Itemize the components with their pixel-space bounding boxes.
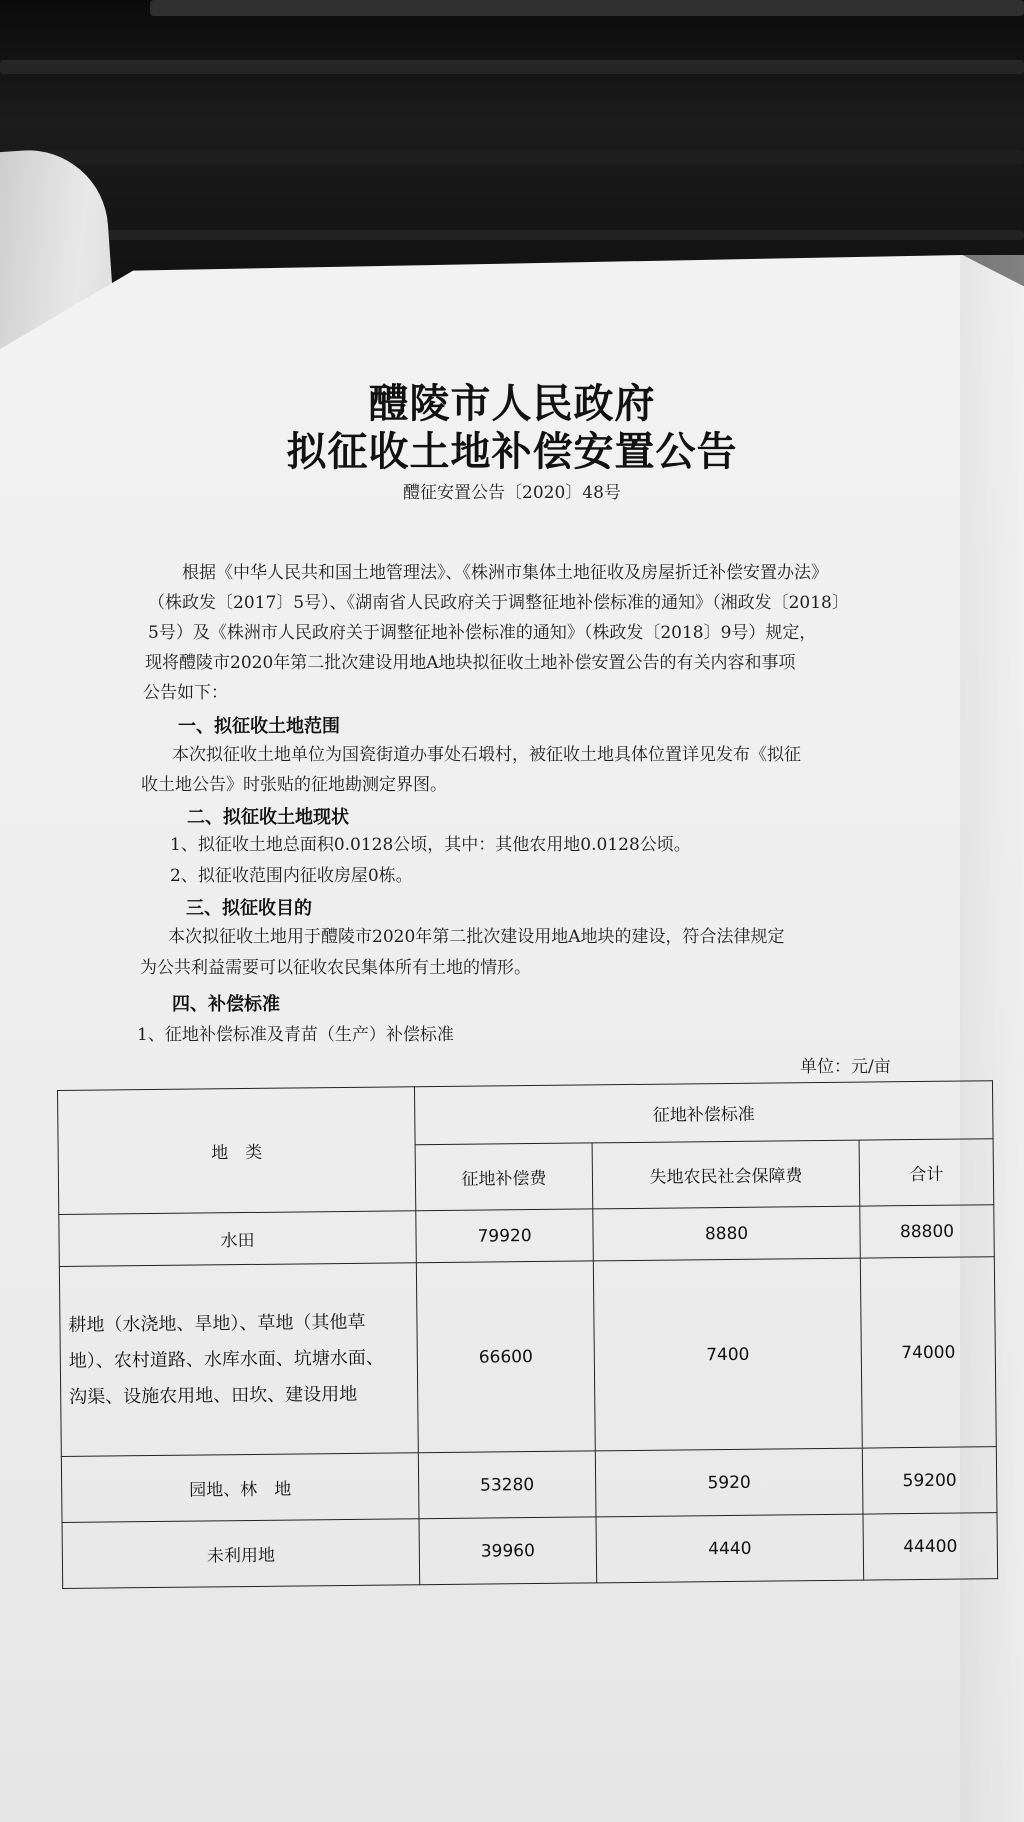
intro-line: 现将醴陵市2020年第二批次建设用地A地块拟征收土地补偿安置公告的有关内容和事项 xyxy=(145,653,796,673)
section-heading: 二、拟征收土地现状 xyxy=(187,807,349,828)
land-type-line: 耕地（水浇地、旱地）、草地（其他草 xyxy=(68,1311,366,1336)
total-cell: 74000 xyxy=(860,1257,996,1448)
intro-line: 公告如下： xyxy=(143,683,228,703)
unit-label: 单位：元/亩 xyxy=(800,1057,891,1077)
compensation-table xyxy=(57,1080,998,1589)
intro-line: （株政发〔2017〕5号）、《湖南省人民政府关于调整征地补偿标准的通知》（湘政发〔2018〕 xyxy=(148,593,849,613)
table-row xyxy=(62,1513,998,1589)
total-cell: 88800 xyxy=(860,1205,995,1258)
title-line-2: 拟征收土地补偿安置公告 xyxy=(286,428,738,475)
section-line: 2、拟征收范围内征收房屋0栋。 xyxy=(170,866,413,886)
section-line: 本次拟征收土地单位为国瓷街道办事处石塅村，被征收土地具体位置详见发布《拟征 xyxy=(172,745,801,765)
land-type-line: 地）、农村道路、水库水面、坑塘水面、 xyxy=(68,1347,384,1372)
social-security-cell: 8880 xyxy=(593,1206,861,1261)
total-cell: 59200 xyxy=(862,1447,997,1514)
section-heading: 三、拟征收目的 xyxy=(186,898,312,919)
fee-cell: 66600 xyxy=(416,1261,595,1453)
section-line: 为公共利益需要可以征收农民集体所有土地的情形。 xyxy=(140,958,531,978)
social-security-cell: 4440 xyxy=(596,1514,864,1583)
land-type-cell xyxy=(59,1263,418,1457)
land-type-cell: 园地、林 地 xyxy=(61,1453,419,1523)
section-heading: 四、补偿标准 xyxy=(172,994,280,1015)
column-header-social-security: 失地农民社会保障费 xyxy=(592,1140,860,1209)
land-type-line: 沟渠、设施农用地、田坎、建设用地 xyxy=(69,1383,358,1408)
title-line-1: 醴陵市人民政府 xyxy=(368,380,656,427)
section-line: 收土地公告》时张贴的征地勘测定界图。 xyxy=(141,775,447,795)
total-cell: 44400 xyxy=(863,1513,998,1580)
land-type-cell: 水田 xyxy=(59,1211,417,1267)
section-line: 本次拟征收土地用于醴陵市2020年第二批次建设用地A地块的建设，符合法律规定 xyxy=(168,927,785,947)
column-header-land-type: 地 类 xyxy=(58,1087,416,1215)
table-row xyxy=(59,1257,996,1457)
social-security-cell: 5920 xyxy=(595,1448,863,1517)
group-header-standard: 征地补偿标准 xyxy=(414,1081,993,1145)
intro-line: 根据《中华人民共和国土地管理法》、《株洲市集体土地征收及房屋折迁补偿安置办法》 xyxy=(182,563,828,583)
section-heading: 一、拟征收土地范围 xyxy=(178,716,340,737)
column-header-fee: 征地补偿费 xyxy=(415,1143,593,1211)
intro-line: 5号）及《株洲市人民政府关于调整征地补偿标准的通知》（株政发〔2018〕9号）规定， xyxy=(148,623,817,643)
section-subheading: 1、征地补偿标准及青苗（生产）补偿标准 xyxy=(137,1025,454,1045)
fee-cell: 39960 xyxy=(419,1517,597,1585)
land-type-cell: 未利用地 xyxy=(62,1519,420,1589)
document-number: 醴征安置公告〔2020〕48号 xyxy=(403,483,621,503)
section-line: 1、拟征收土地总面积0.0128公顷，其中：其他农用地0.0128公顷。 xyxy=(170,835,691,855)
fee-cell: 53280 xyxy=(418,1451,596,1519)
table-row xyxy=(61,1447,997,1523)
social-security-cell: 7400 xyxy=(593,1258,862,1451)
column-header-total: 合计 xyxy=(859,1139,994,1206)
table-header-row xyxy=(58,1081,994,1149)
fee-cell: 79920 xyxy=(416,1209,594,1263)
